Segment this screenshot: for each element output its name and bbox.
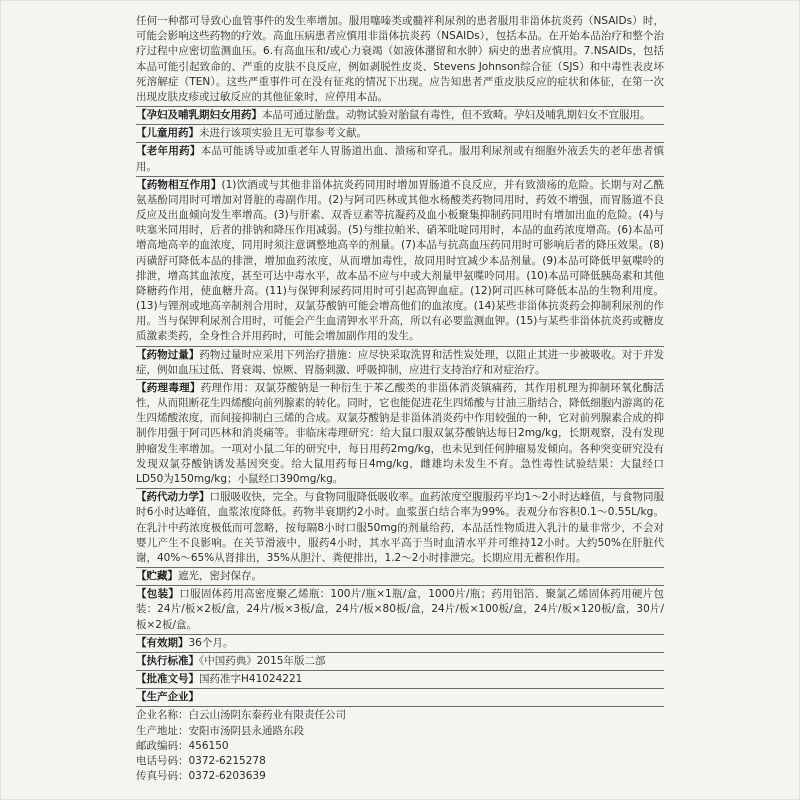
section-title: 【贮藏】 xyxy=(136,570,178,583)
section-text: 未进行该项实验且无可靠参考文献。 xyxy=(199,127,367,140)
divider xyxy=(136,567,664,568)
section-title: 【药代动力学】 xyxy=(136,491,210,504)
section-title: 【老年用药】 xyxy=(136,145,201,158)
company-address: 生产地址：安阳市汤阴县永通路东段 xyxy=(136,724,304,737)
section-standard xyxy=(136,654,664,669)
divider xyxy=(136,488,664,489)
section-pharmacology xyxy=(136,381,664,487)
divider xyxy=(136,634,664,635)
divider xyxy=(136,585,664,586)
section-title: 【儿童用药】 xyxy=(136,127,199,140)
company-phone: 电话号码：0372-6215278 xyxy=(136,754,266,767)
section-storage xyxy=(136,569,664,584)
company-fax: 传真号码：0372-6203639 xyxy=(136,770,266,783)
divider xyxy=(136,124,664,125)
section-text: 口服固体药用高密度聚乙烯瓶：100片/瓶×1瓶/盒，1000片/瓶；药用铝箔、聚氯乙烯固体药用硬片包装：24片/板×2板/盒，24片/板×3板/盒，24片/板×80板/盒，24片/板×100板/盒，24片/板×120板/盒，30片/板×2板/盒。 xyxy=(136,588,665,631)
section-title: 【包装】 xyxy=(136,588,180,601)
company-postcode: 邮政编码：456150 xyxy=(136,739,229,752)
section-text: 国药准字H41024221 xyxy=(199,673,303,686)
section-pregnancy xyxy=(136,108,664,123)
section-title: 【有效期】 xyxy=(136,636,189,649)
section-text: 药理作用：双氯芬酸钠是一种衍生于苯乙酸类的非甾体消炎镇痛药，其作用机理为抑制环氧化酶活性，从而阻断花生四烯酸向前列腺素的转化。同时，它也能促进花生四烯酸与甘油三脂结合，降低细胞内游离的花生四烯酸浓度，而间接抑制白三烯的合成。双氯芬酸钠是非甾体消炎药中作用较强的一种，它对前列腺素合成的抑制作用强于阿司匹林和消炎痛等。非临床毒理研究：给大鼠口服双氯芬酸钠达每日2mg/kg，长期观察，没有发现肿瘤发生率增加。一项对小鼠二年的研究中，每日用药2mg/kg，也未见到任何肿瘤易发倾向。各种突变研究没有发现双氯芬酸钠诱发基因突变。给大鼠用药每日4mg/kg，雌雄均未发生不育。急性毒性试验结果：大鼠经口LD50为150mg/kg；小鼠经口390mg/kg。 xyxy=(136,381,664,485)
section-pharmacokinetics xyxy=(136,490,664,566)
section-children xyxy=(136,126,664,141)
divider xyxy=(136,176,664,177)
divider xyxy=(136,706,664,707)
divider xyxy=(136,142,664,143)
pregnancy-tail-text: 任何一种都可导致心血管事件的发生率增加。服用噻嗪类或髓袢利尿剂的患者服用非甾体抗炎药（NSAIDs）时，可能会影响这些药物的疗效。高血压病患者应慎用非甾体抗炎药（NSAIDs），包括本品。在开始本品治疗和整个治疗过程中应密切监测血压。6.有高血压和/或心力衰竭（如液体潴留和水肿）病史的患者应慎用。7.NSAIDs，包括本品可能引起致命的、严重的皮肤不良反应，例如剥脱性皮炎、Stevens Johnson综合征（SJS）和中毒性表皮坏死溶解症（TEN）。这些严重事件可在没有征兆的情况下出现。应告知患者严重皮肤反应的症状和体征，在第一次出现皮肤皮疹或过敏反应的其他征象时，应停用本品。 xyxy=(136,15,664,103)
section-text: 遮光，密封保存。 xyxy=(178,570,262,583)
section-title: 【生产企业】 xyxy=(136,691,199,704)
section-text: 36个月。 xyxy=(188,636,234,649)
section-packaging xyxy=(136,587,664,633)
section-elderly xyxy=(136,144,664,174)
section-text: 药物过量时应采用下列治疗措施：应尽快采取洗胃和活性炭处理，以阻止其进一步被吸收。对于并发症，例如血压过低、肾衰竭、惊厥、胃肠刺激、呼吸抑制，应进行支持治疗和对症治疗。 xyxy=(136,348,665,376)
section-title: 【药理毒理】 xyxy=(136,381,201,394)
divider xyxy=(136,652,664,653)
leaflet-body xyxy=(136,14,664,784)
section-manufacturer xyxy=(136,690,664,705)
section-text: 《中国药典》2015年版二部 xyxy=(199,654,326,667)
divider xyxy=(136,688,664,689)
section-text: (1)饮酒或与其他非甾体抗炎药同用时增加胃肠道不良反应，并有致溃疡的危险。长期与对乙酰氨基酚同用时可增加对肾脏的毒副作用。(2)与阿司匹林或其他水杨酸类药物同用时，药效不增强，而胃肠道不良反应及出血倾向发生率增高。(3)与肝素、双香豆素等抗凝药及血小板聚集抑制药同用时有增加出血的危险。(4)与呋塞米同用时，后者的排钠和降压作用减弱。(5)与维拉帕米、硝苯吡啶同用时，本品的血药浓度增高。(6)本品可增高地高辛的血浓度，同用时须注意调整地高辛的剂量。(7)本品与抗高血压药同用时可影响后者的降压效果。(8)丙磺舒可降低本品的排泄，增加血药浓度，从而增加毒性，故同用时宜减少本品剂量。(9)本品可降低甲氨喋呤的排泄，增高其血浓度，甚至可达中毒水平，故本品不应与中或大剂量甲氨喋呤同用。(10)本品可降低胰岛素和其他降糖药作用，使血糖升高。(11)与保钾利尿药同用时可引起高钾血症。(12)阿司匹林可降低本品的生物利用度。(13)与锂剂或地高辛制剂合用时，双氯芬酸钠可能会增高他们的血浓度。(14)某些非甾体抗炎药会抑制利尿剂的作用。当与保钾利尿剂合用时，可能会产生血清钾水平升高，所以有必要监测血钾。(15)与某些非甾体抗炎药或糖皮质激素类药，全身性合并用药时，可能会增加副作用的发生。 xyxy=(136,178,665,343)
section-title: 【药物相互作用】 xyxy=(136,178,222,191)
section-text: 本品可通过胎盘。动物试验对胎鼠有毒性，但不致畸。孕妇及哺乳期妇女不宜服用。 xyxy=(262,109,651,122)
divider xyxy=(136,106,664,107)
section-text: 口服吸收快，完全。与食物同服降低吸收率。血药浓度空腹服药平均1～2小时达峰值，与食物同服时6小时达峰值，血浆浓度降低。药物半衰期约2小时。血浆蛋白结合率为99%。表观分布容积0.1～0.55L/kg。在乳汁中药浓度极低而可忽略，按每隔8小时口服50mg的剂量给药，本品活性物质进入乳汁的量非常少，不会对婴儿产生不良影响。在关节滑液中，服药4小时，其水平高于当时血清水平并可维持12小时。大约50%在肝脏代谢，40%～65%从肾排出，35%从胆汁、粪便排出，1.2～2小时排泄完。长期应用无蓄积作用。 xyxy=(136,491,665,564)
manufacturer-details xyxy=(136,708,664,784)
divider xyxy=(136,670,664,671)
section-title: 【孕妇及哺乳期妇女用药】 xyxy=(136,109,262,122)
section-title: 【执行标准】 xyxy=(136,654,199,667)
section-overdose xyxy=(136,348,664,378)
section-title: 【批准文号】 xyxy=(136,673,199,686)
section-approval-number xyxy=(136,672,664,687)
section-interactions xyxy=(136,178,664,345)
divider xyxy=(136,346,664,347)
company-name: 企业名称：白云山汤阴东泰药业有限责任公司 xyxy=(136,709,346,722)
divider xyxy=(136,379,664,380)
section-text: 本品可能诱导或加重老年人胃肠道出血、溃疡和穿孔。服用利尿剂或有细胞外液丢失的老年患者慎用。 xyxy=(136,145,664,173)
section-title: 【药物过量】 xyxy=(136,348,200,361)
section-expiry xyxy=(136,636,664,651)
